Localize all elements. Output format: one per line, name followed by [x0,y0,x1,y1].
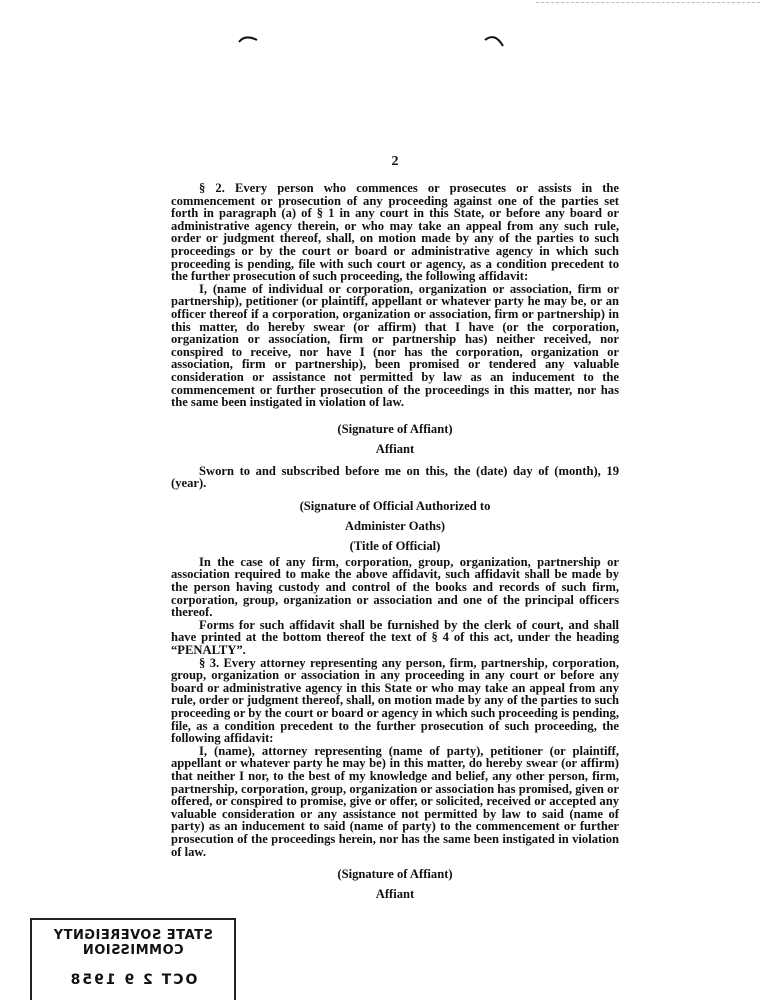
official-signature-line-2: Administer Oaths) [344,518,446,533]
binder-hole-mark-right [483,30,505,48]
binder-hole-mark-left [237,30,259,48]
document-body [171,182,619,904]
section-2-affiant-label: Affiant [375,441,415,456]
section-2-intro: § 2. Every person who commences or prosecutes or assists in the commencement or prosecution of any proceeding against one of the parties set forth in paragraph (a) of § 1 in any court in this State, or before any board or administrative agency therein, or who may take an appeal from any such rule, order or judgment thereof, shall, on motion made by any of the parties to such proceedings or by the court or board or administrative agency in which such proceeding is pending, file with such court or agency, as a condition precedent to the further prosecution of such proceeding, the following affidavit: [171,181,619,284]
sworn-statement: Sworn to and subscribed before me on this, the (date) day of (month), 19 (year). [171,463,619,491]
official-title-label: (Title of Official) [349,538,441,553]
section-2-signature-label: (Signature of Affiant) [337,421,453,436]
stamp-agency-name: STATE SOVEREIGNTY COMMISSION [53,928,213,958]
top-dashed-rule [536,2,760,3]
section-3-intro: § 3. Every attorney representing any person, firm, partnership, corporation, group, organization or association in any proceeding in any court or before any board or administrative agency in this State or who may take an appeal from any rule, order or judgment thereof, shall, on motion made by any of the parties to such proceeding or by the court or board or agency in which such proceeding is pending, file, as a condition precedent to the further prosecution of such proceeding, the following affidavit: [171,655,619,746]
section-2-affidavit: I, (name of individual or corporation, organization or association, firm or partnership), petitioner (or plaintiff, appellant or whatever party he may be, or an officer thereof if a corporation, organization or association, firm or partnership) in this matter, do hereby swear (or affirm) that I have (or the corporation, organization or association, firm or partnership has) neither received, nor conspired to receive, nor have I (nor has the corporation, organization or association, firm or partnership), been promised or tendered any valuable consideration or assistance not permitted by law as an inducement to the commencement or further prosecution of the proceedings in this matter, nor has the same been instigated in violation of law. [171,281,619,410]
section-3-signature-label: (Signature of Affiant) [337,867,453,882]
page-number: 2 [391,154,399,169]
received-stamp [30,918,236,1000]
section-3-affiant-label: Affiant [375,887,415,902]
section-3-affidavit: I, (name), attorney representing (name of party), petitioner (or plaintiff, appellant or whatever party he may be) in this matter, do hereby swear (or affirm) that neither I nor, to the best of my knowledge and belief, any other person, firm, partnership, corporation, group, organization or association has promised, given or offered, or conspired to promise, give or offer, or solicited, received or accepted any valuable consideration or any assistance not permitted by law to said (name of party) as an inducement to said (name of party) to the commencement or further prosecution of the proceedings herein, nor has the same been instigated in violation of law. [171,743,619,859]
forms-paragraph: Forms for such affidavit shall be furnished by the clerk of court, and shall have printed at the bottom thereof the text of § 4 of this act, under the heading “PENALTY”. [171,617,619,658]
official-signature-line-1: (Signature of Official Authorized to [299,498,491,513]
stamp-date: OCT 2 9 1958 [68,972,198,988]
firm-affidavit-paragraph: In the case of any firm, corporation, group, organization, partnership or association required to make the above affidavit, such affidavit shall be made by the person having custody and control of the books and records of such firm, corporation, group, organization or association and one of the principal officers thereof. [171,554,619,620]
